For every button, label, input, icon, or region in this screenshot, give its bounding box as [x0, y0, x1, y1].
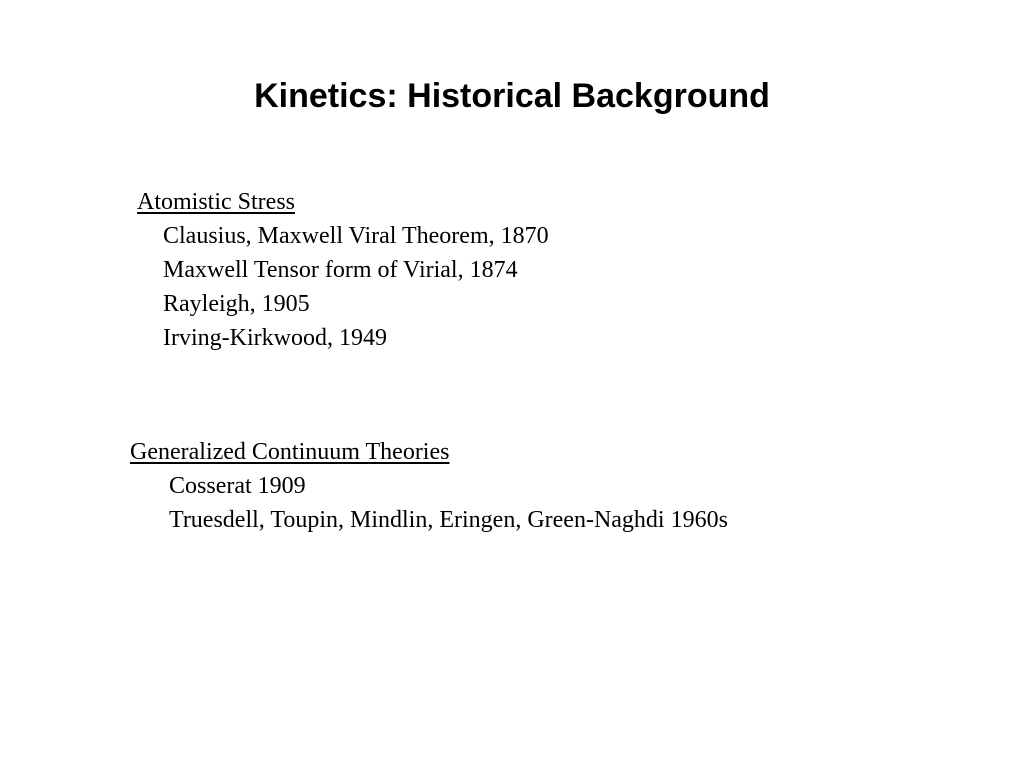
list-item: Rayleigh, 1905: [163, 291, 310, 317]
list-item: Truesdell, Toupin, Mindlin, Eringen, Green-Naghdi 1960s: [169, 507, 728, 533]
list-item: Irving-Kirkwood, 1949: [163, 325, 387, 351]
section-atomistic-stress: [137, 185, 549, 355]
section-generalized-continuum: [130, 435, 728, 537]
list-item: Clausius, Maxwell Viral Theorem, 1870: [163, 223, 549, 249]
section-heading: Generalized Continuum Theories: [130, 439, 450, 465]
list-item: Cosserat 1909: [169, 473, 306, 499]
item-list: [130, 469, 728, 537]
item-list: [137, 219, 549, 355]
list-item: Maxwell Tensor form of Virial, 1874: [163, 257, 518, 283]
section-heading: Atomistic Stress: [137, 189, 296, 215]
slide-title: Kinetics: Historical Background: [254, 77, 770, 115]
